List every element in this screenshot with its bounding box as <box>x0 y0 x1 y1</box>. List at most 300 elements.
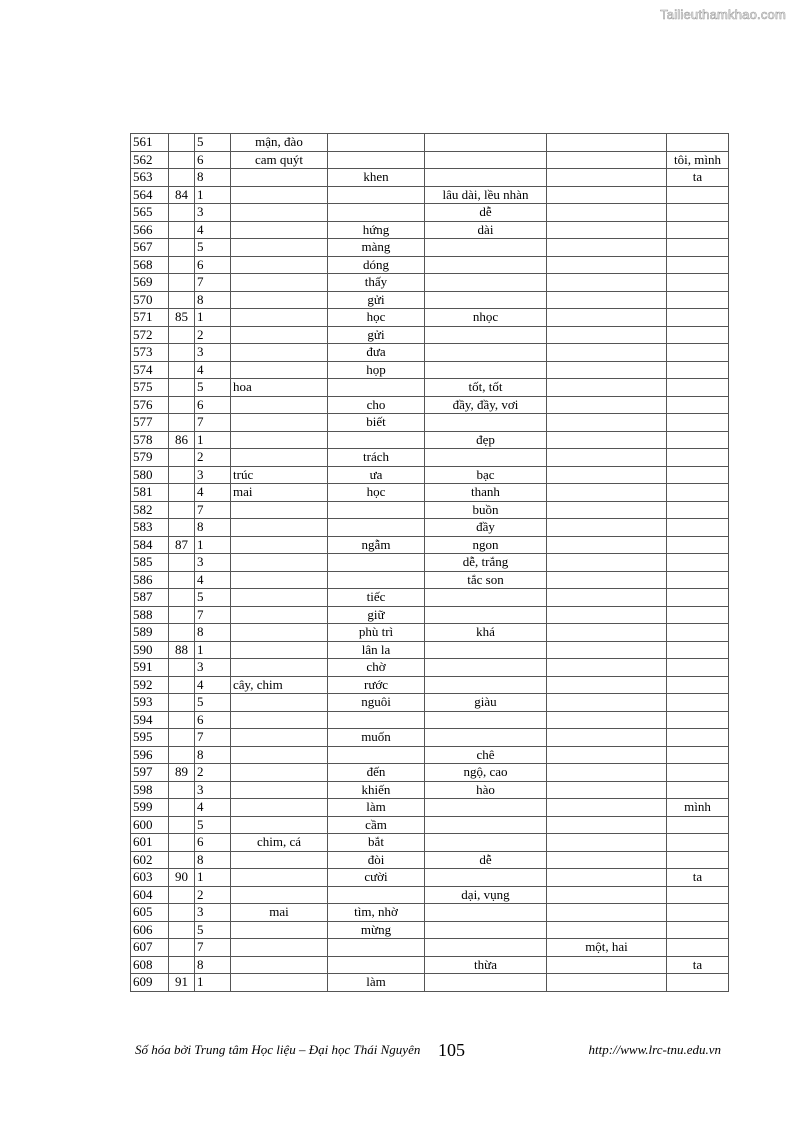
group-cell <box>169 781 195 799</box>
position-cell: 5 <box>195 239 231 257</box>
verb-cell: cầm <box>328 816 425 834</box>
pronoun-cell: mình <box>667 799 729 817</box>
noun-cell: cam quýt <box>231 151 328 169</box>
verb-cell <box>328 554 425 572</box>
numeral-cell <box>547 221 667 239</box>
pronoun-cell <box>667 221 729 239</box>
pronoun-cell <box>667 816 729 834</box>
adjective-cell: ngộ, cao <box>425 764 547 782</box>
adjective-cell <box>425 169 547 187</box>
pronoun-cell <box>667 396 729 414</box>
position-cell: 8 <box>195 519 231 537</box>
noun-cell: mai <box>231 484 328 502</box>
table-row <box>131 711 729 729</box>
row-id-cell: 565 <box>131 204 169 222</box>
adjective-cell <box>425 326 547 344</box>
verb-cell <box>328 204 425 222</box>
position-cell: 1 <box>195 536 231 554</box>
row-id-cell: 603 <box>131 869 169 887</box>
row-id-cell: 570 <box>131 291 169 309</box>
table-row <box>131 344 729 362</box>
row-id-cell: 566 <box>131 221 169 239</box>
numeral-cell <box>547 711 667 729</box>
group-cell <box>169 799 195 817</box>
numeral-cell <box>547 641 667 659</box>
numeral-cell <box>547 921 667 939</box>
group-cell <box>169 956 195 974</box>
row-id-cell: 579 <box>131 449 169 467</box>
verb-cell: thấy <box>328 274 425 292</box>
pronoun-cell <box>667 904 729 922</box>
noun-cell <box>231 449 328 467</box>
position-cell: 2 <box>195 449 231 467</box>
row-id-cell: 606 <box>131 921 169 939</box>
verb-cell: họp <box>328 361 425 379</box>
adjective-cell <box>425 799 547 817</box>
table-row <box>131 291 729 309</box>
numeral-cell <box>547 204 667 222</box>
adjective-cell: dễ <box>425 204 547 222</box>
verb-cell: bắt <box>328 834 425 852</box>
table-row <box>131 519 729 537</box>
footer-url[interactable]: http://www.lrc-tnu.edu.vn <box>588 1042 721 1057</box>
verb-cell: học <box>328 309 425 327</box>
footer-source: Số hóa bởi Trung tâm Học liệu – Đại học Thái Nguyên <box>135 1042 421 1057</box>
table-row <box>131 956 729 974</box>
row-id-cell: 562 <box>131 151 169 169</box>
pronoun-cell <box>667 834 729 852</box>
group-cell <box>169 414 195 432</box>
position-cell: 2 <box>195 886 231 904</box>
group-cell <box>169 396 195 414</box>
pronoun-cell <box>667 746 729 764</box>
verb-cell: hứng <box>328 221 425 239</box>
position-cell: 2 <box>195 764 231 782</box>
row-id-cell: 584 <box>131 536 169 554</box>
position-cell: 5 <box>195 589 231 607</box>
position-cell: 4 <box>195 484 231 502</box>
pronoun-cell <box>667 501 729 519</box>
adjective-cell: đầy <box>425 519 547 537</box>
noun-cell: mai <box>231 904 328 922</box>
group-cell <box>169 554 195 572</box>
position-cell: 3 <box>195 204 231 222</box>
verb-cell: dóng <box>328 256 425 274</box>
numeral-cell <box>547 396 667 414</box>
position-cell: 4 <box>195 799 231 817</box>
noun-cell <box>231 501 328 519</box>
table-row <box>131 239 729 257</box>
row-id-cell: 601 <box>131 834 169 852</box>
adjective-cell: lâu dài, lều nhàn <box>425 186 547 204</box>
noun-cell <box>231 641 328 659</box>
pronoun-cell <box>667 204 729 222</box>
row-id-cell: 608 <box>131 956 169 974</box>
verb-cell: nguôi <box>328 694 425 712</box>
numeral-cell <box>547 186 667 204</box>
numeral-cell <box>547 361 667 379</box>
noun-cell: chim, cá <box>231 834 328 852</box>
pronoun-cell <box>667 466 729 484</box>
table-row <box>131 641 729 659</box>
adjective-cell: ngon <box>425 536 547 554</box>
numeral-cell <box>547 886 667 904</box>
noun-cell <box>231 186 328 204</box>
row-id-cell: 583 <box>131 519 169 537</box>
pronoun-cell <box>667 431 729 449</box>
group-cell <box>169 589 195 607</box>
numeral-cell <box>547 869 667 887</box>
row-id-cell: 576 <box>131 396 169 414</box>
numeral-cell <box>547 239 667 257</box>
pronoun-cell <box>667 256 729 274</box>
adjective-cell <box>425 711 547 729</box>
adjective-cell: tốt, tốt <box>425 379 547 397</box>
noun-cell: trúc <box>231 466 328 484</box>
noun-cell <box>231 746 328 764</box>
table-row <box>131 536 729 554</box>
noun-cell <box>231 606 328 624</box>
adjective-cell: bạc <box>425 466 547 484</box>
row-id-cell: 600 <box>131 816 169 834</box>
noun-cell <box>231 939 328 957</box>
group-cell <box>169 326 195 344</box>
position-cell: 4 <box>195 361 231 379</box>
verb-cell: đến <box>328 764 425 782</box>
pronoun-cell <box>667 274 729 292</box>
adjective-cell <box>425 834 547 852</box>
noun-cell <box>231 851 328 869</box>
row-id-cell: 567 <box>131 239 169 257</box>
verb-cell <box>328 956 425 974</box>
numeral-cell <box>547 606 667 624</box>
adjective-cell <box>425 134 547 152</box>
table-row <box>131 309 729 327</box>
noun-cell <box>231 729 328 747</box>
position-cell: 5 <box>195 694 231 712</box>
adjective-cell <box>425 641 547 659</box>
pronoun-cell <box>667 519 729 537</box>
position-cell: 7 <box>195 729 231 747</box>
adjective-cell: nhọc <box>425 309 547 327</box>
verb-cell <box>328 519 425 537</box>
group-cell: 89 <box>169 764 195 782</box>
pronoun-cell <box>667 361 729 379</box>
verb-cell <box>328 571 425 589</box>
pronoun-cell <box>667 676 729 694</box>
position-cell: 8 <box>195 746 231 764</box>
numeral-cell <box>547 746 667 764</box>
position-cell: 1 <box>195 309 231 327</box>
position-cell: 5 <box>195 816 231 834</box>
noun-cell <box>231 361 328 379</box>
adjective-cell <box>425 274 547 292</box>
numeral-cell <box>547 169 667 187</box>
table-row <box>131 799 729 817</box>
group-cell <box>169 624 195 642</box>
adjective-cell <box>425 414 547 432</box>
noun-cell <box>231 274 328 292</box>
row-id-cell: 590 <box>131 641 169 659</box>
position-cell: 1 <box>195 974 231 992</box>
numeral-cell <box>547 309 667 327</box>
adjective-cell <box>425 729 547 747</box>
group-cell <box>169 449 195 467</box>
row-id-cell: 592 <box>131 676 169 694</box>
noun-cell <box>231 869 328 887</box>
pronoun-cell <box>667 449 729 467</box>
group-cell <box>169 204 195 222</box>
position-cell: 3 <box>195 781 231 799</box>
numeral-cell <box>547 659 667 677</box>
table-row <box>131 816 729 834</box>
pronoun-cell <box>667 571 729 589</box>
row-id-cell: 561 <box>131 134 169 152</box>
verb-cell: làm <box>328 974 425 992</box>
noun-cell <box>231 169 328 187</box>
group-cell <box>169 484 195 502</box>
row-id-cell: 571 <box>131 309 169 327</box>
group-cell <box>169 221 195 239</box>
numeral-cell <box>547 834 667 852</box>
group-cell <box>169 274 195 292</box>
row-id-cell: 596 <box>131 746 169 764</box>
noun-cell <box>231 659 328 677</box>
table-row <box>131 606 729 624</box>
noun-cell <box>231 239 328 257</box>
table-row <box>131 379 729 397</box>
position-cell: 7 <box>195 501 231 519</box>
pronoun-cell <box>667 851 729 869</box>
group-cell: 86 <box>169 431 195 449</box>
noun-cell <box>231 396 328 414</box>
numeral-cell <box>547 344 667 362</box>
pronoun-cell <box>667 344 729 362</box>
noun-cell <box>231 291 328 309</box>
table-row <box>131 904 729 922</box>
position-cell: 8 <box>195 169 231 187</box>
numeral-cell <box>547 484 667 502</box>
row-id-cell: 609 <box>131 974 169 992</box>
row-id-cell: 602 <box>131 851 169 869</box>
pronoun-cell <box>667 414 729 432</box>
numeral-cell <box>547 519 667 537</box>
row-id-cell: 589 <box>131 624 169 642</box>
group-cell <box>169 571 195 589</box>
pronoun-cell <box>667 641 729 659</box>
adjective-cell: giàu <box>425 694 547 712</box>
pronoun-cell <box>667 554 729 572</box>
verb-cell: làm <box>328 799 425 817</box>
adjective-cell <box>425 939 547 957</box>
numeral-cell <box>547 536 667 554</box>
adjective-cell <box>425 921 547 939</box>
group-cell <box>169 519 195 537</box>
numeral-cell <box>547 414 667 432</box>
table-row <box>131 939 729 957</box>
adjective-cell <box>425 869 547 887</box>
adjective-cell: hào <box>425 781 547 799</box>
noun-cell <box>231 921 328 939</box>
noun-cell <box>231 781 328 799</box>
verb-cell: biết <box>328 414 425 432</box>
pronoun-cell <box>667 536 729 554</box>
noun-cell <box>231 221 328 239</box>
row-id-cell: 578 <box>131 431 169 449</box>
group-cell <box>169 501 195 519</box>
table-row <box>131 624 729 642</box>
pronoun-cell <box>667 186 729 204</box>
adjective-cell <box>425 676 547 694</box>
position-cell: 5 <box>195 379 231 397</box>
verb-cell <box>328 379 425 397</box>
position-cell: 8 <box>195 851 231 869</box>
verb-cell: trách <box>328 449 425 467</box>
row-id-cell: 581 <box>131 484 169 502</box>
pronoun-cell <box>667 239 729 257</box>
position-cell: 6 <box>195 256 231 274</box>
table-row <box>131 221 729 239</box>
noun-cell <box>231 519 328 537</box>
table-row <box>131 659 729 677</box>
watermark-text: Tailieuthamkhao.com <box>660 7 786 22</box>
pronoun-cell <box>667 939 729 957</box>
numeral-cell <box>547 851 667 869</box>
table-row <box>131 204 729 222</box>
row-id-cell: 598 <box>131 781 169 799</box>
pronoun-cell: tôi, mình <box>667 151 729 169</box>
row-id-cell: 594 <box>131 711 169 729</box>
adjective-cell <box>425 606 547 624</box>
verb-cell: màng <box>328 239 425 257</box>
verb-cell: khen <box>328 169 425 187</box>
table-row <box>131 134 729 152</box>
noun-cell <box>231 974 328 992</box>
verb-cell: đòi <box>328 851 425 869</box>
row-id-cell: 563 <box>131 169 169 187</box>
pronoun-cell <box>667 484 729 502</box>
numeral-cell <box>547 589 667 607</box>
table-row <box>131 151 729 169</box>
noun-cell <box>231 799 328 817</box>
verb-cell: giữ <box>328 606 425 624</box>
group-cell <box>169 851 195 869</box>
group-cell <box>169 921 195 939</box>
row-id-cell: 599 <box>131 799 169 817</box>
adjective-cell <box>425 151 547 169</box>
table-row <box>131 869 729 887</box>
table-row <box>131 414 729 432</box>
position-cell: 7 <box>195 606 231 624</box>
verb-cell: gửi <box>328 326 425 344</box>
row-id-cell: 605 <box>131 904 169 922</box>
numeral-cell <box>547 694 667 712</box>
numeral-cell <box>547 554 667 572</box>
group-cell <box>169 239 195 257</box>
table-row <box>131 431 729 449</box>
numeral-cell <box>547 466 667 484</box>
table-row <box>131 361 729 379</box>
group-cell <box>169 379 195 397</box>
position-cell: 1 <box>195 186 231 204</box>
row-id-cell: 587 <box>131 589 169 607</box>
position-cell: 4 <box>195 221 231 239</box>
adjective-cell <box>425 816 547 834</box>
noun-cell <box>231 204 328 222</box>
noun-cell <box>231 309 328 327</box>
row-id-cell: 580 <box>131 466 169 484</box>
table-row <box>131 886 729 904</box>
verb-cell: rước <box>328 676 425 694</box>
group-cell: 84 <box>169 186 195 204</box>
group-cell <box>169 169 195 187</box>
adjective-cell: tắc son <box>425 571 547 589</box>
numeral-cell <box>547 799 667 817</box>
numeral-cell <box>547 379 667 397</box>
numeral-cell <box>547 956 667 974</box>
pronoun-cell <box>667 711 729 729</box>
noun-cell <box>231 624 328 642</box>
numeral-cell <box>547 274 667 292</box>
pronoun-cell: ta <box>667 869 729 887</box>
row-id-cell: 595 <box>131 729 169 747</box>
verb-cell: cho <box>328 396 425 414</box>
pronoun-cell <box>667 729 729 747</box>
adjective-cell: dài <box>425 221 547 239</box>
numeral-cell <box>547 816 667 834</box>
position-cell: 1 <box>195 869 231 887</box>
word-frequency-table <box>130 133 729 992</box>
row-id-cell: 593 <box>131 694 169 712</box>
group-cell <box>169 466 195 484</box>
adjective-cell <box>425 256 547 274</box>
table-row <box>131 834 729 852</box>
verb-cell <box>328 711 425 729</box>
noun-cell <box>231 711 328 729</box>
row-id-cell: 585 <box>131 554 169 572</box>
adjective-cell <box>425 904 547 922</box>
row-id-cell: 582 <box>131 501 169 519</box>
position-cell: 7 <box>195 274 231 292</box>
pronoun-cell <box>667 309 729 327</box>
row-id-cell: 588 <box>131 606 169 624</box>
row-id-cell: 568 <box>131 256 169 274</box>
adjective-cell: thanh <box>425 484 547 502</box>
group-cell <box>169 711 195 729</box>
pronoun-cell <box>667 379 729 397</box>
noun-cell <box>231 886 328 904</box>
adjective-cell <box>425 344 547 362</box>
verb-cell <box>328 939 425 957</box>
position-cell: 6 <box>195 711 231 729</box>
adjective-cell: dễ <box>425 851 547 869</box>
table-row <box>131 764 729 782</box>
numeral-cell <box>547 134 667 152</box>
noun-cell <box>231 536 328 554</box>
position-cell: 1 <box>195 431 231 449</box>
verb-cell <box>328 431 425 449</box>
row-id-cell: 572 <box>131 326 169 344</box>
position-cell: 3 <box>195 904 231 922</box>
verb-cell: chờ <box>328 659 425 677</box>
group-cell: 91 <box>169 974 195 992</box>
numeral-cell <box>547 326 667 344</box>
noun-cell: cây, chim <box>231 676 328 694</box>
table-row <box>131 501 729 519</box>
adjective-cell: thừa <box>425 956 547 974</box>
group-cell <box>169 816 195 834</box>
verb-cell: học <box>328 484 425 502</box>
